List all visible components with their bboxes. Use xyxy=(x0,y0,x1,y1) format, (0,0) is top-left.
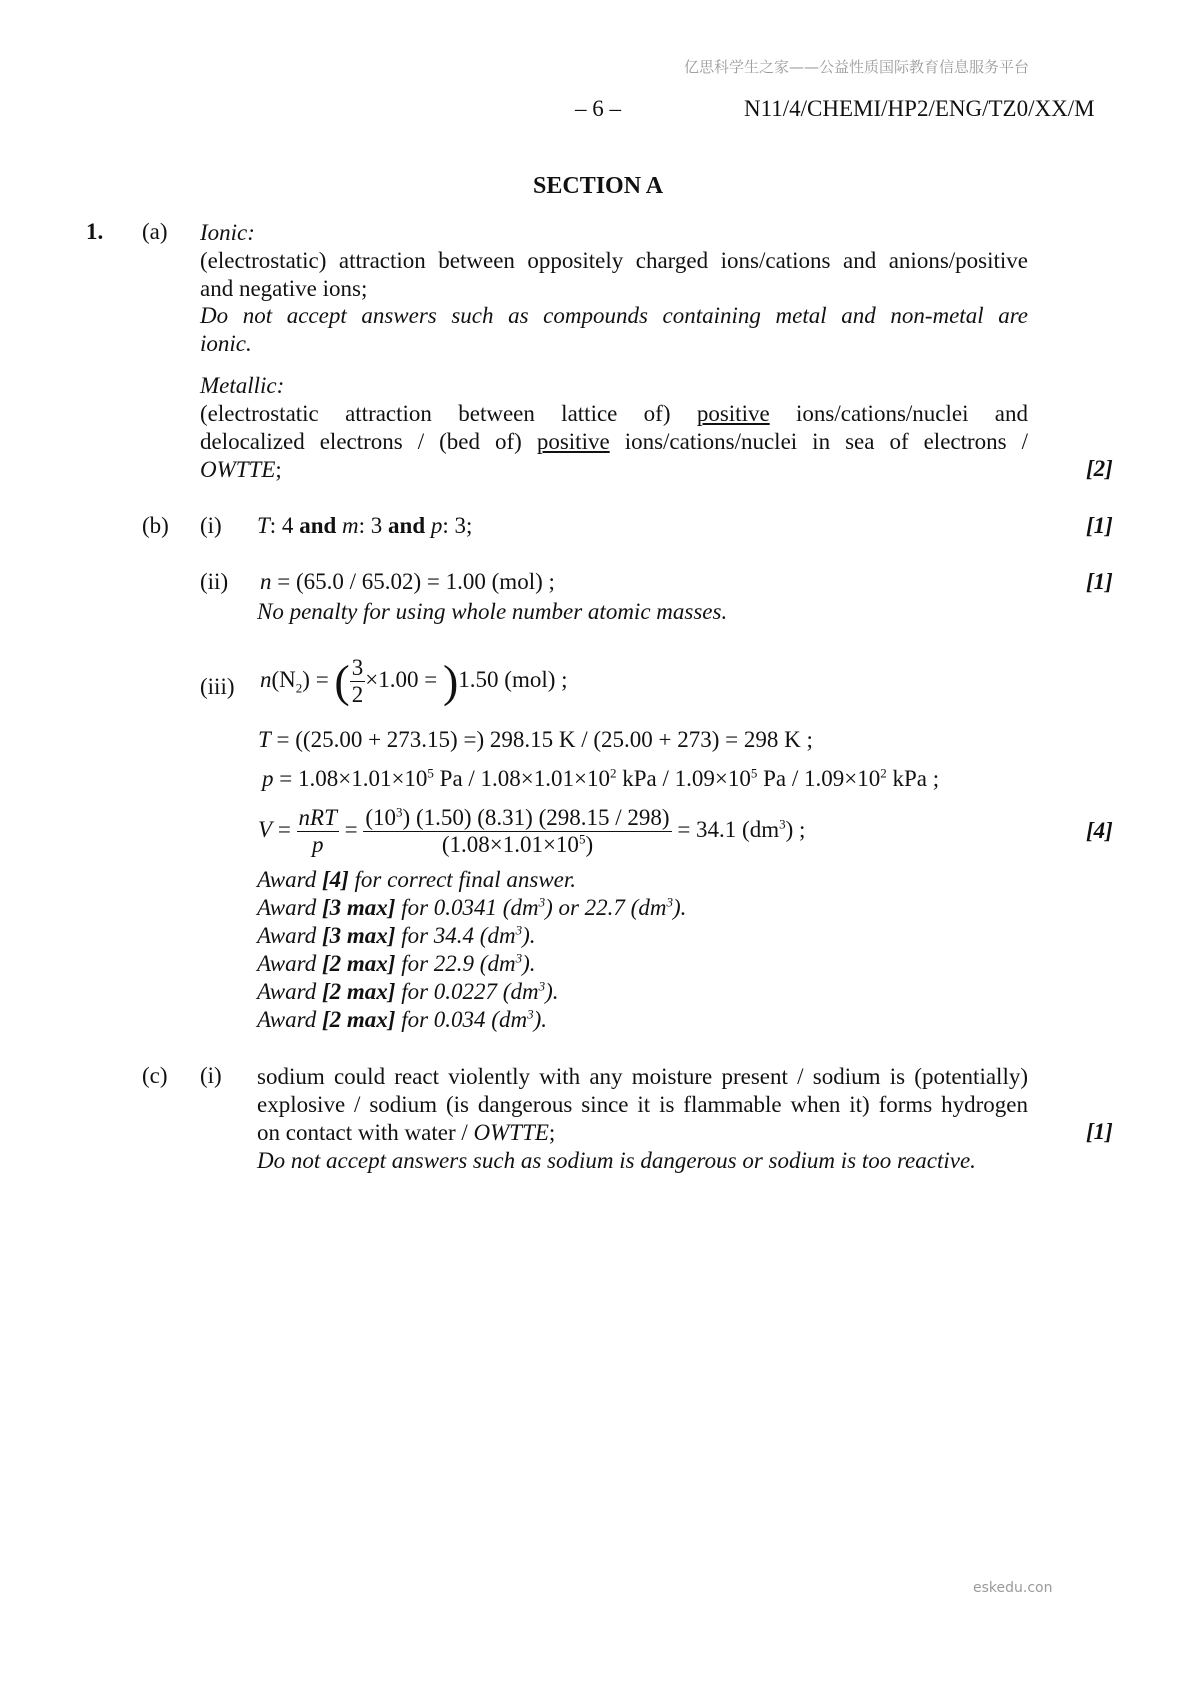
fraction-volume-calc xyxy=(363,805,671,858)
T-value: : 4 xyxy=(269,513,300,538)
award-pre: Award xyxy=(257,1007,322,1032)
award-line xyxy=(257,866,686,894)
m-value: : 3 xyxy=(358,513,389,538)
volume-numerator xyxy=(363,805,671,832)
part-b-i-answer xyxy=(257,513,472,539)
fraction-nRT-p xyxy=(297,805,339,858)
pressure-exp3: 5 xyxy=(750,765,758,781)
left-paren: ( xyxy=(334,655,350,707)
award-post3: ). xyxy=(672,895,687,920)
section-title: SECTION A xyxy=(533,173,664,199)
pressure-e: kPa ; xyxy=(886,766,940,791)
award-pre: Award xyxy=(257,951,322,976)
metallic-line2-underlined: positive xyxy=(536,429,610,454)
metallic-semicolon: ; xyxy=(275,457,282,482)
n2-subscript: 2 xyxy=(295,680,303,696)
part-c-note: Do not accept answers such as sodium is dangerous or sodium is too reactive. xyxy=(257,1148,976,1173)
award-post: for correct final answer. xyxy=(348,867,577,892)
award-post2: ). xyxy=(533,1007,547,1032)
n2-open: (N xyxy=(271,667,296,692)
part-c-line3 xyxy=(257,1119,555,1147)
pressure-a: = 1.08×1.01×10 xyxy=(273,766,428,791)
part-b-ii-note: No penalty for using whole number atomic masses. xyxy=(257,599,728,624)
pressure-c: kPa / 1.09×10 xyxy=(616,766,751,791)
var-n: n xyxy=(260,569,272,594)
award-mark: [2 max] xyxy=(321,1007,396,1032)
ionic-text-line1: (electrostatic) attraction between oppositely charged ions/cations and anions/positive xyxy=(200,248,1028,273)
award-pre: Award xyxy=(257,979,322,1004)
nRT-numerator: nRT xyxy=(298,805,337,831)
and-2: and xyxy=(388,513,426,538)
metallic-text-line3 xyxy=(200,456,1028,484)
vn-b: ) (1.50) (8.31) (298.15 / 298) xyxy=(402,805,670,831)
award-mark: [3 max] xyxy=(321,923,396,948)
part-c-i-label: (i) xyxy=(200,1063,222,1088)
mark-b-iii: [4] xyxy=(1086,818,1113,843)
award-post: for 0.034 (dm xyxy=(395,1007,528,1032)
award-exp: 3 xyxy=(515,922,523,938)
mark-b-ii: [1] xyxy=(1086,569,1113,594)
award-pre: Award xyxy=(257,867,322,892)
temperature-equation xyxy=(258,727,813,753)
n2-times: ×1.00 = xyxy=(365,667,443,692)
pressure-b: Pa / 1.08×1.01×10 xyxy=(433,766,611,791)
ionic-note-line2: ionic. xyxy=(200,331,252,356)
var-m: m xyxy=(342,513,359,538)
award-line xyxy=(257,1006,686,1034)
right-paren: ) xyxy=(442,655,459,707)
part-b-iii-label: (iii) xyxy=(200,674,235,699)
award-mark: [4] xyxy=(321,867,349,892)
mark-b-i: [1] xyxy=(1086,513,1113,538)
p-value: : 3; xyxy=(442,513,473,538)
watermark-bottom: eskedu.con xyxy=(973,1580,1053,1596)
question-number: 1. xyxy=(86,219,104,244)
award-line xyxy=(257,922,686,950)
var-p2: p xyxy=(262,766,274,791)
n2-result: 1.50 (mol) ; xyxy=(458,667,568,692)
part-b-label: (b) xyxy=(142,513,169,538)
n-N2-equation xyxy=(260,652,568,708)
metallic-line1-part2: ions/cations/nuclei and xyxy=(796,401,1029,426)
award-exp: 3 xyxy=(527,1006,534,1022)
award-line xyxy=(257,894,686,922)
award-mark: [2 max] xyxy=(321,979,396,1004)
award-exp: 3 xyxy=(515,950,523,966)
award-post2: ) or 22.7 (dm xyxy=(545,895,667,920)
page-number: – 6 – xyxy=(575,96,621,121)
metallic-line2-part1: delocalized electrons / (bed of) xyxy=(200,429,522,454)
mark-a: [2] xyxy=(1086,456,1113,481)
award-line xyxy=(257,950,686,978)
part-b-ii-equation xyxy=(260,569,555,595)
fraction-3-2 xyxy=(350,655,366,708)
temperature-text: = ((25.00 + 273.15) =) 298.15 K / (25.00 + 273) = 298 K ; xyxy=(270,727,813,752)
part-c-line3-a: on contact with water / xyxy=(257,1120,474,1145)
award-line xyxy=(257,978,686,1006)
metallic-text-line2 xyxy=(200,428,1028,456)
award-post: for 0.0227 (dm xyxy=(395,979,539,1004)
and-1: and xyxy=(299,513,337,538)
award-exp: 3 xyxy=(538,978,546,994)
fraction-numerator: 3 xyxy=(351,655,364,681)
award-pre: Award xyxy=(257,895,322,920)
volume-result-b: ) ; xyxy=(785,817,806,842)
award-post: for 34.4 (dm xyxy=(395,923,516,948)
part-b-i-label: (i) xyxy=(200,513,222,538)
part-b-ii-label: (ii) xyxy=(200,569,229,594)
n2-equals: ) = xyxy=(302,667,335,692)
ionic-note-line1: Do not accept answers such as compounds containing metal and non-metal are xyxy=(200,303,1028,328)
award-exp2: 3 xyxy=(666,894,673,910)
part-c-line2: explosive / sodium (is dangerous since it is flammable when it) forms hydrogen xyxy=(257,1092,1028,1117)
pressure-exp1: 5 xyxy=(427,765,434,781)
award-pre: Award xyxy=(257,923,322,948)
var-p: p xyxy=(430,513,443,538)
metallic-heading: Metallic: xyxy=(200,373,285,398)
pressure-exp4: 2 xyxy=(880,765,887,781)
metallic-line1-underlined: positive xyxy=(696,401,770,426)
volume-result-a: = 34.1 (dm xyxy=(671,817,780,842)
award-notes xyxy=(257,866,686,1034)
award-mark: [3 max] xyxy=(321,895,396,920)
award-post2: ). xyxy=(522,951,536,976)
var-V: V xyxy=(258,817,273,842)
metallic-owtte: OWTTE xyxy=(200,457,276,482)
var-T2: T xyxy=(258,727,271,752)
pressure-d: Pa / 1.09×10 xyxy=(757,766,881,791)
award-mark: [2 max] xyxy=(321,951,396,976)
vd-exp: 5 xyxy=(578,831,586,847)
vd-b: ) xyxy=(585,832,594,858)
part-c-label: (c) xyxy=(142,1063,168,1088)
n-equation: = (65.0 / 65.02) = 1.00 (mol) ; xyxy=(271,569,555,594)
award-post: for 0.0341 (dm xyxy=(395,895,539,920)
award-post2: ). xyxy=(522,923,536,948)
pressure-equation xyxy=(262,766,939,792)
part-c-owtte: OWTTE xyxy=(473,1120,549,1145)
mark-c-i: [1] xyxy=(1086,1119,1113,1144)
volume-eq1: = xyxy=(272,817,297,842)
award-post: for 22.9 (dm xyxy=(395,951,516,976)
metallic-text-line1 xyxy=(200,400,1028,428)
award-exp: 3 xyxy=(538,894,546,910)
award-post2: ). xyxy=(545,979,559,1004)
ionic-text-line2: and negative ions; xyxy=(200,276,368,301)
volume-result-exp: 3 xyxy=(779,816,786,832)
volume-denominator xyxy=(363,832,671,858)
part-a-label: (a) xyxy=(142,219,168,244)
p-denominator: p xyxy=(311,832,324,858)
var-T: T xyxy=(257,513,270,538)
vn-a: (10 xyxy=(365,805,397,831)
pressure-exp2: 2 xyxy=(610,765,617,781)
volume-eq2: = xyxy=(338,817,364,842)
ionic-heading: Ionic: xyxy=(200,220,255,245)
document-code: N11/4/CHEMI/HP2/ENG/TZ0/XX/M xyxy=(744,96,1095,121)
metallic-line2-part2: ions/cations/nuclei in sea of electrons / xyxy=(624,429,1029,454)
metallic-line1-part1: (electrostatic attraction between lattice of) xyxy=(200,401,671,426)
part-c-semicolon: ; xyxy=(548,1120,556,1145)
part-c-line1: sodium could react violently with any moisture present / sodium is (potentially) xyxy=(257,1064,1028,1089)
watermark-top: 亿思科学生之家——公益性质国际教育信息服务平台 xyxy=(684,58,1030,76)
vd-a: (1.08×1.01×10 xyxy=(441,832,579,858)
fraction-denominator: 2 xyxy=(351,682,364,708)
volume-equation xyxy=(258,802,805,858)
var-n2: n xyxy=(260,667,272,692)
vn-exp: 3 xyxy=(396,804,403,820)
